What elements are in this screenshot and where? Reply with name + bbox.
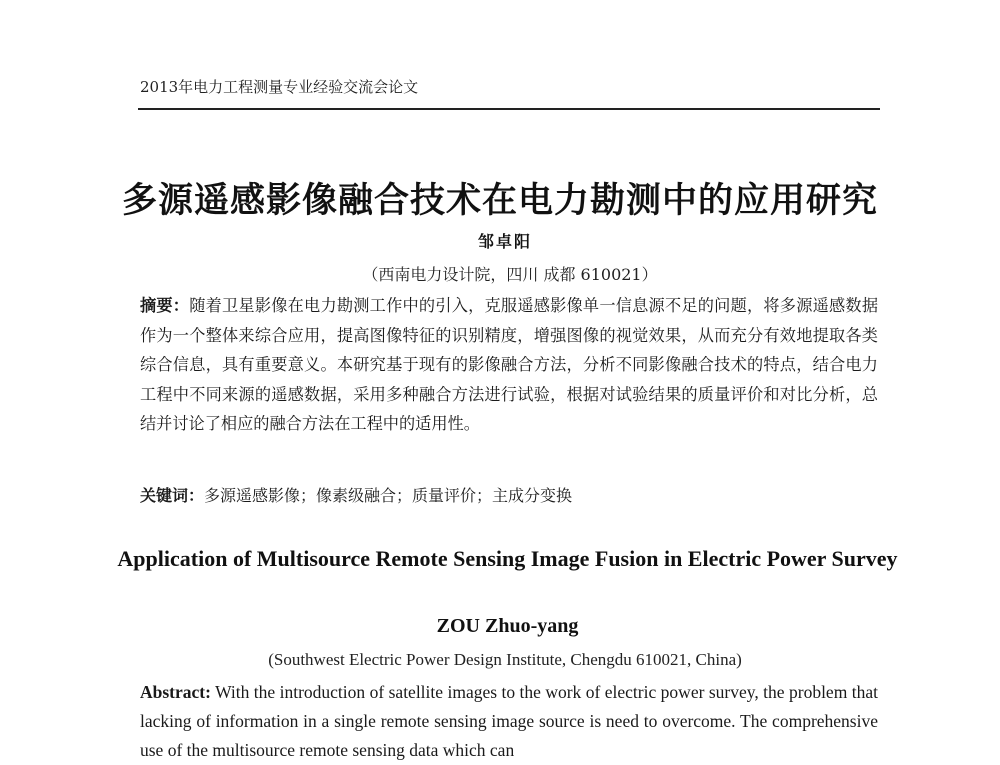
header-divider bbox=[138, 108, 880, 110]
chinese-keywords-text: 多源遥感影像；像素级融合；质量评价；主成分变换 bbox=[204, 486, 573, 505]
chinese-abstract-text: 随着卫星影像在电力勘测工作中的引入，克服遥感影像单一信息源不足的问题，将多源遥感数据作为一个整体来综合应用，提高图像特征的识别精度，增强图像的视觉效果，从而充分有效地提取各类综合信息，具有重要意义。本研究基于现有的影像融合方法，分析不同影像融合技术的特点，结合电力工程中不同来源的遥感数据，采用多种融合方法进行试验，根据对试验结果的质量评价和对比分析，总结并讨论了相应的融合方法在工程中的适用性。 bbox=[140, 296, 879, 433]
chinese-title: 多源遥感影像融合技术在电力勘测中的应用研究 bbox=[121, 181, 878, 221]
chinese-abstract-label: 摘要： bbox=[140, 296, 190, 315]
chinese-keywords-label: 关键词： bbox=[140, 486, 205, 505]
english-affiliation: (Southwest Electric Power Design Institute, Chengdu 610021, China) bbox=[268, 650, 742, 669]
chinese-author: 邹卓阳 bbox=[477, 232, 532, 251]
chinese-keywords bbox=[140, 483, 878, 506]
chinese-abstract bbox=[140, 291, 878, 439]
running-header: 2013年电力工程测量专业经验交流会论文 bbox=[140, 78, 419, 96]
english-abstract-text: With the introduction of satellite images to the work of electric power survey, the problem that lacking of information in a single remote sensing image source is need to overcome. The comprehensive use of the multisource remote sensing data which can bbox=[140, 682, 878, 760]
english-title: Application of Multisource Remote Sensing Image Fusion in Electric Power Survey bbox=[117, 546, 898, 571]
english-author: ZOU Zhuo-yang bbox=[436, 615, 579, 637]
english-abstract bbox=[140, 678, 878, 765]
chinese-affiliation: （西南电力设计院，四川 成都 610021） bbox=[362, 265, 658, 284]
english-abstract-label: Abstract: bbox=[140, 682, 211, 702]
